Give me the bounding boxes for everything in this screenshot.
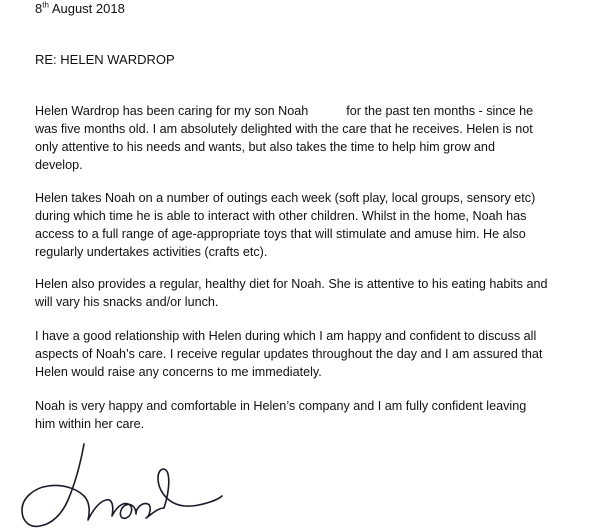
paragraph-relationship <box>35 327 590 381</box>
paragraph-line: develop. <box>35 158 83 172</box>
paragraph-line <box>35 102 590 120</box>
paragraph-line: Noah is very happy and comfortable in Helen’s company and I am fully confident leaving <box>35 399 527 413</box>
signature-strokes <box>22 444 222 526</box>
line-text-after-redaction: for the past ten months - since he <box>346 104 534 118</box>
paragraph-line: aspects of Noah’s care. I receive regular updates throughout the day and I am assured that <box>35 347 543 361</box>
date-day: 8 <box>35 1 43 16</box>
paragraph-line: Helen also provides a regular, healthy diet for Noah. She is attentive to his eating habits and <box>35 277 548 291</box>
paragraph-line: access to a full range of age-appropriate toys that will stimulate and amuse him. He also <box>35 227 526 241</box>
date-ordinal-suffix: th <box>42 0 49 10</box>
signature-stroke-loop <box>158 469 222 508</box>
paragraph-introduction <box>35 102 590 174</box>
letter-subject: RE: HELEN WARDROP <box>35 52 175 67</box>
paragraph-line: Helen takes Noah on a number of outings each week (soft play, local groups, sensory etc) <box>35 191 536 205</box>
paragraph-diet <box>35 275 590 311</box>
date-month-year: August 2018 <box>51 1 125 16</box>
paragraph-line: Helen would raise any concerns to me immediately. <box>35 365 322 379</box>
paragraph-closing <box>35 397 590 433</box>
paragraph-outings <box>35 189 590 261</box>
paragraph-line: him within her care. <box>35 417 145 431</box>
handwritten-signature <box>18 436 228 532</box>
signature-stroke-main <box>22 444 164 526</box>
paragraph-line: I have a good relationship with Helen during which I am happy and confident to discuss all <box>35 329 537 343</box>
paragraph-line: only attentive to his needs and wants, but also takes the time to help him grow and <box>35 140 495 154</box>
paragraph-line: during which time he is able to interact with other children. Whilst in the home, Noah has <box>35 209 527 223</box>
paragraph-line: will vary his snacks and/or lunch. <box>35 295 219 309</box>
paragraph-line: regularly undertakes activities (crafts etc). <box>35 245 268 259</box>
letter-date <box>35 1 125 17</box>
paragraph-line: was five months old. I am absolutely delighted with the care that he receives. Helen is not <box>35 122 533 136</box>
line-text-before-redaction: Helen Wardrop has been caring for my son Noah <box>35 104 309 118</box>
